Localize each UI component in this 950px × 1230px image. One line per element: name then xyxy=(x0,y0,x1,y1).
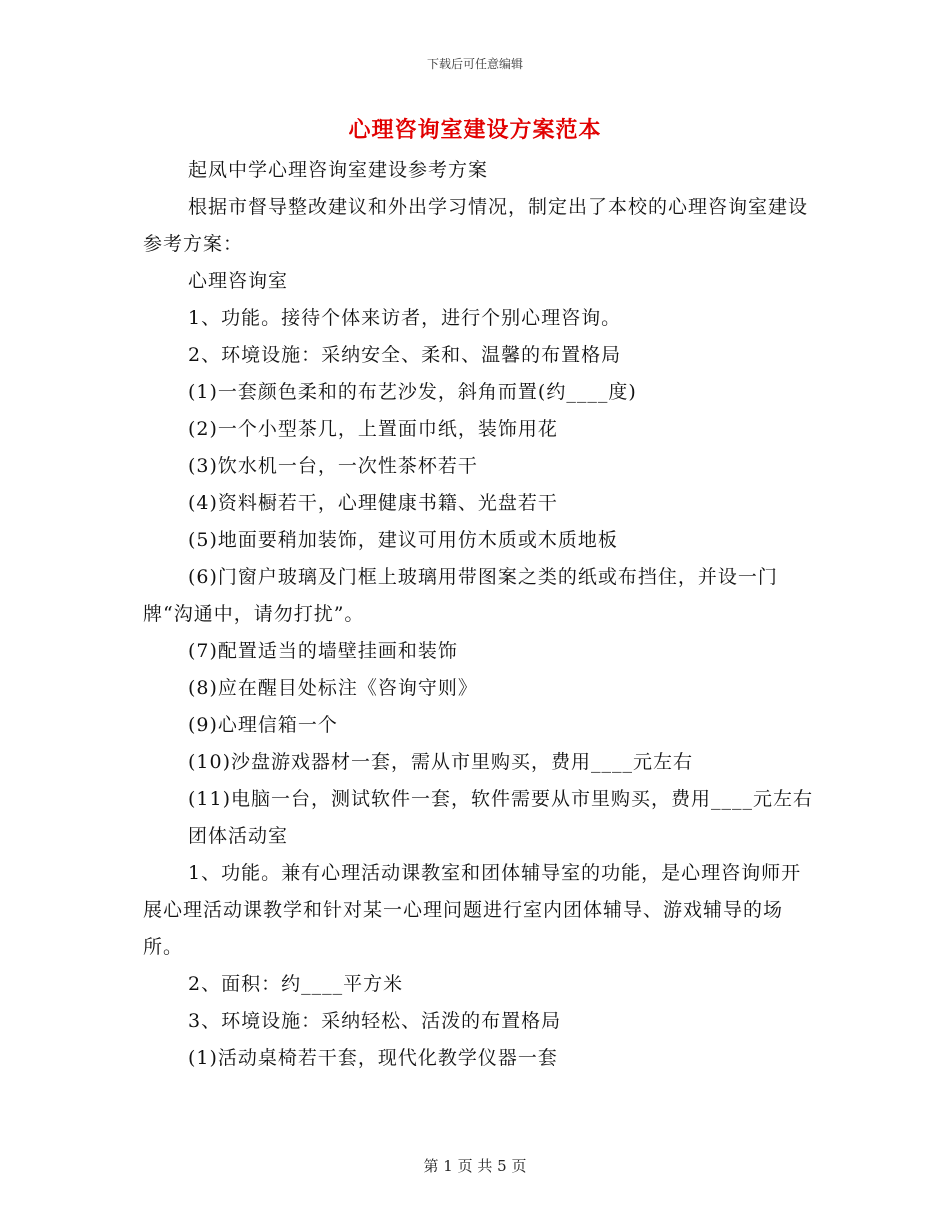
list-item: (10)沙盘游戏器材一套，需从市里购买，费用____元左右 xyxy=(188,751,694,773)
list-item: (5)地面要稍加装饰，建议可用仿木质或木质地板 xyxy=(188,529,618,551)
document-title: 心理咨询室建设方案范本 xyxy=(348,117,602,143)
header-note: 下载后可任意编辑 xyxy=(426,57,523,71)
list-item: 1、功能。接待个体来访者，进行个别心理咨询。 xyxy=(188,307,622,329)
paragraph-intro: 根据市督导整改建议和外出学习情况，制定出了本校的心理咨询室建设参考方案： xyxy=(143,196,809,255)
list-item: (1)一套颜色柔和的布艺沙发，斜角而置(约____度) xyxy=(188,381,637,403)
list-item: 3、环境设施：采纳轻松、活泼的布置格局 xyxy=(188,1010,562,1032)
list-item: (11)电脑一台，测试软件一套，软件需要从市里购买，费用____元左右 xyxy=(188,788,814,810)
list-item: (9)心理信箱一个 xyxy=(188,714,338,736)
list-item: (2)一个小型茶几，上置面巾纸，装饰用花 xyxy=(188,418,558,440)
list-item: (4)资料橱若干，心理健康书籍、光盘若干 xyxy=(188,492,558,514)
document-body xyxy=(143,152,815,1077)
list-item: (3)饮水机一台，一次性茶杯若干 xyxy=(188,455,478,477)
list-item: 2、面积：约____平方米 xyxy=(188,973,404,995)
list-item: (1)活动桌椅若干套，现代化教学仪器一套 xyxy=(188,1047,558,1069)
list-item: (7)配置适当的墙壁挂画和装饰 xyxy=(188,640,458,662)
list-item: 2、环境设施：采纳安全、柔和、温馨的布置格局 xyxy=(188,344,622,366)
paragraph-school-plan: 起凤中学心理咨询室建设参考方案 xyxy=(188,159,489,181)
list-item: (6)门窗户玻璃及门框上玻璃用带图案之类的纸或布挡住，并设一门牌“沟通中，请勿打扰”。 xyxy=(143,566,778,625)
list-item: (8)应在醒目处标注《咨询守则》 xyxy=(188,677,478,699)
section-heading-counseling-room: 心理咨询室 xyxy=(188,270,289,292)
section-heading-group-room: 团体活动室 xyxy=(188,825,289,847)
list-item: 1、功能。兼有心理活动课教室和团体辅导室的功能，是心理咨询师开展心理活动课教学和针对某一心理问题进行室内团体辅导、游戏辅导的场所。 xyxy=(143,862,802,958)
page-footer: 第 1 页 共 5 页 xyxy=(423,1157,527,1175)
